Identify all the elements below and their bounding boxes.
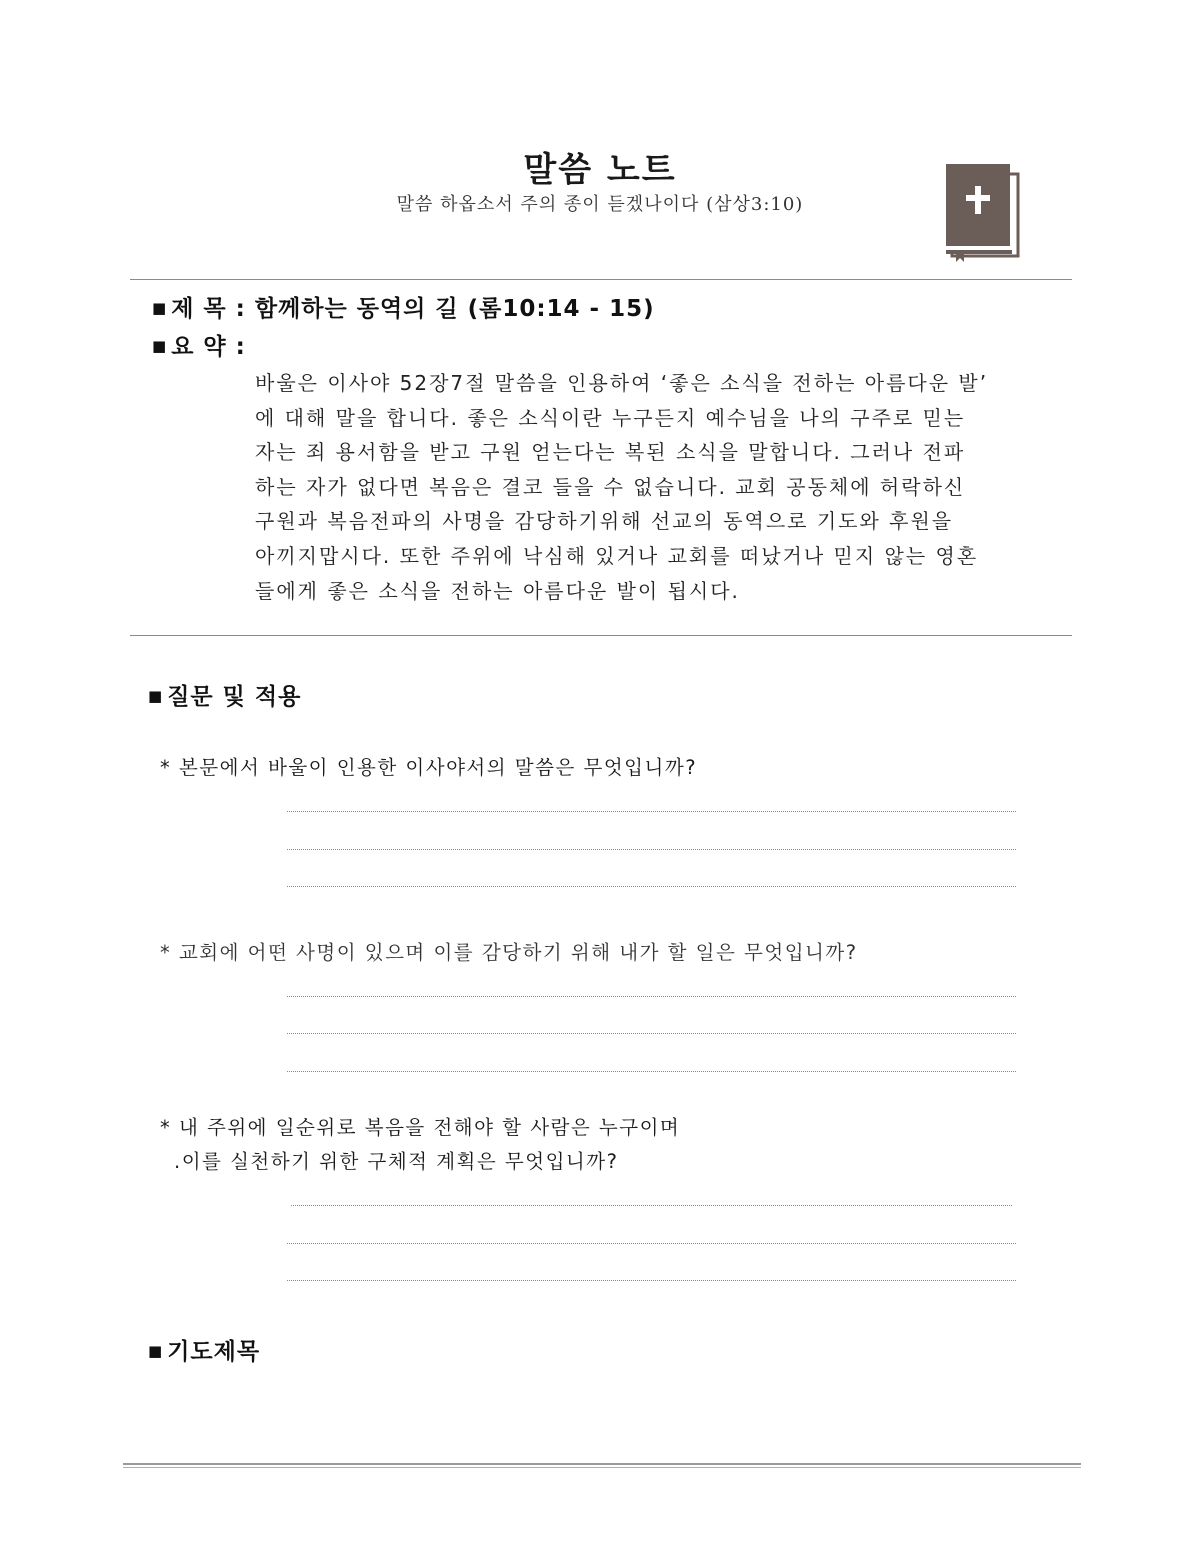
prayer-heading-text: 기도제목: [167, 1339, 261, 1365]
summary-line: 구원과 복음전파의 사명을 감당하기위해 선교의 동역으로 기도와 후원을: [255, 509, 954, 534]
square-bullet-icon: ■: [152, 299, 168, 317]
answer-line[interactable]: [287, 996, 1016, 997]
question-3-line-2: .이를 실천하기 위한 구체적 계획은 무엇입니까?: [174, 1150, 619, 1173]
summary-line: 에 대해 말을 합니다. 좋은 소식이란 누구든지 예수님을 나의 구주로 믿는: [255, 405, 966, 430]
answer-line[interactable]: [287, 1071, 1016, 1072]
square-bullet-icon: ■: [148, 687, 164, 705]
square-bullet-icon: ■: [152, 337, 168, 355]
questions-heading-text: 질문 및 적용: [167, 684, 302, 710]
summary-line: 아끼지맙시다. 또한 주위에 낙심해 있거나 교회를 떠났거나 믿지 않는 영혼: [255, 543, 979, 568]
question-2: * 교회에 어떤 사명이 있으며 이를 감당하기 위해 내가 할 일은 무엇입니까?: [160, 941, 858, 964]
answer-line[interactable]: [287, 1280, 1016, 1281]
page-subtitle: 말씀 하옵소서 주의 종이 듣겠나이다 (삼상3:10): [396, 194, 804, 215]
answer-line[interactable]: [287, 811, 1016, 812]
summary-label-text: 요 약 :: [171, 334, 246, 360]
prayer-heading: [148, 1333, 260, 1366]
summary-line: 자는 죄 용서함을 받고 구원 얻는다는 복된 소식을 말합니다. 그러나 전파: [255, 440, 966, 465]
summary-label: [152, 328, 246, 361]
summary-line: 들에게 좋은 소식을 전하는 아름다운 발이 됩시다.: [255, 578, 740, 603]
questions-heading: [148, 678, 301, 711]
sermon-title-text: 제 목 : 함께하는 동역의 길 (롬10:14 - 15): [171, 296, 655, 322]
answer-line[interactable]: [287, 1243, 1016, 1244]
footer-divider: [123, 1463, 1081, 1465]
question-1: * 본문에서 바울이 인용한 이사야서의 말씀은 무엇입니까?: [160, 756, 698, 779]
answer-line[interactable]: [287, 849, 1016, 850]
summary-line: 하는 자가 없다면 복음은 결코 들을 수 없습니다. 교회 공동체에 허락하신: [255, 474, 966, 499]
answer-line[interactable]: [287, 886, 1016, 887]
header-divider: [130, 279, 1072, 280]
summary-divider: [130, 635, 1072, 636]
square-bullet-icon: ■: [148, 1342, 164, 1360]
summary-line: 바울은 이사야 52장7절 말씀을 인용하여 ‘좋은 소식을 전하는 아름다운 발’: [255, 371, 989, 395]
question-3: * 내 주위에 일순위로 복음을 전해야 할 사람은 누구이며: [160, 1116, 681, 1139]
answer-line[interactable]: [291, 1205, 1012, 1206]
bible-book-icon: [944, 162, 1020, 262]
footer-divider: [123, 1467, 1081, 1468]
summary-text: [255, 366, 1013, 608]
sermon-title: [152, 290, 655, 323]
answer-line[interactable]: [287, 1033, 1016, 1034]
page-title: 말씀 노트: [523, 150, 677, 190]
